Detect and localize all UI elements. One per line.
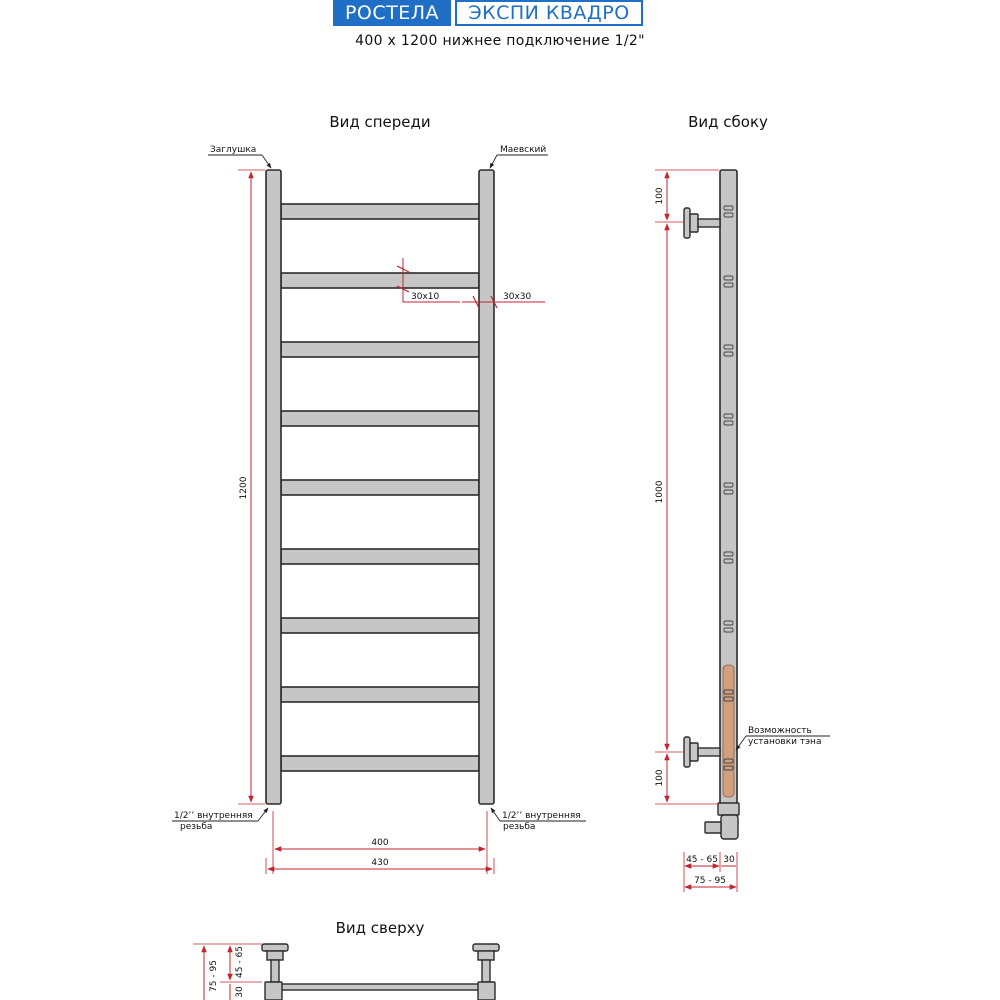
heater-label-line2: установки тэна (748, 737, 822, 747)
crossbar-profile-label: 30x10 (411, 292, 440, 302)
plug-label: Заглушка (210, 145, 257, 155)
crossbar (281, 411, 479, 426)
crossbar (281, 549, 479, 564)
left-riser (266, 170, 281, 804)
model-label: ЭКСПИ КВАДРО (455, 0, 643, 26)
crossbar (281, 273, 479, 288)
top-view-title: Вид сверху (335, 919, 425, 937)
bottom-connector (705, 803, 739, 839)
top-riser (265, 982, 282, 1000)
side-vertical-dimensions (655, 170, 719, 804)
crossbar (281, 342, 479, 357)
top-total-depth-value: 75 - 95 (209, 960, 219, 992)
top-wall-distance-value: 45 - 65 (235, 946, 245, 978)
wall-plate (262, 944, 288, 951)
total-depth-value: 75 - 95 (694, 876, 726, 886)
bracket-rod (271, 960, 279, 982)
thread-label-line1: 1/2’’ внутренняя (502, 811, 581, 821)
heater-label-line1: Возможность (748, 726, 812, 736)
side-view (655, 113, 830, 892)
side-view-title: Вид сбоку (688, 113, 768, 131)
top-depth-dimensions (193, 944, 262, 1000)
bracket-rod (482, 960, 490, 982)
bracket-rod (267, 951, 283, 960)
front-view-title: Вид спереди (329, 113, 431, 131)
wall-plate (473, 944, 499, 951)
total-width-value: 430 (371, 858, 389, 868)
riser-profile-dimension (462, 292, 545, 308)
thread-label-line1: 1/2’’ внутренняя (174, 811, 253, 821)
front-crossbars (281, 204, 479, 771)
top-riser-value: 30 (235, 986, 245, 998)
top-riser (478, 982, 495, 1000)
right-riser (479, 170, 494, 804)
riser-depth-value: 30 (723, 855, 735, 865)
crossbar (281, 687, 479, 702)
top-crossbar (280, 984, 480, 990)
air-valve-label: Маевский (500, 145, 547, 155)
side-top-offset-value: 100 (655, 187, 665, 205)
center-distance-value: 400 (371, 838, 389, 848)
crossbar (281, 480, 479, 495)
right-thread-callout (491, 808, 586, 832)
crossbar (281, 618, 479, 633)
wall-distance-value: 45 - 65 (686, 855, 718, 865)
crossbar (281, 756, 479, 771)
riser-profile-label: 30x30 (503, 292, 532, 302)
width-dimensions (266, 811, 494, 874)
heater-element (723, 665, 734, 797)
brand-label: РОСТЕЛА (333, 0, 451, 26)
bracket-rod (478, 951, 494, 960)
top-view (193, 919, 499, 1000)
thread-label-line2: резьба (503, 822, 536, 832)
front-view (172, 113, 586, 874)
crossbar (281, 204, 479, 219)
top-wall-bracket (684, 208, 720, 238)
left-thread-callout (172, 808, 268, 832)
height-dimension (238, 170, 265, 804)
bottom-wall-bracket (684, 737, 720, 767)
side-bracket-span-value: 1000 (655, 480, 665, 504)
height-value: 1200 (239, 476, 249, 500)
side-depth-dimensions (684, 852, 737, 892)
heater-callout (736, 726, 830, 750)
side-bottom-offset-value: 100 (655, 769, 665, 787)
product-subtitle: 400 x 1200 нижнее подключение 1/2" (355, 33, 645, 49)
thread-label-line2: резьба (180, 822, 213, 832)
